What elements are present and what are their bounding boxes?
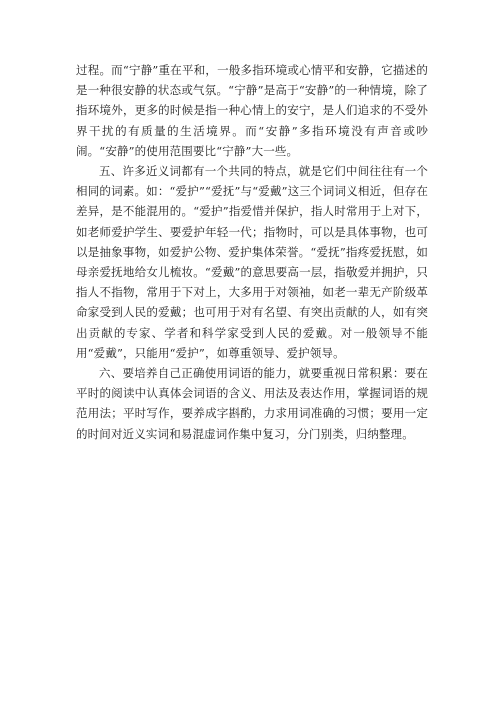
paragraph-five-synonyms-morpheme: 五、许多近义词都有一个共同的特点，就是它们中间往往有一个相同的词素。如：“爱护”“爱抚”与“爱戴”这三个词词义相近，但存在差异，是不能混用的。“爱护”指爱惜并保护，指人时常用于上对下，如老师爱护学生、要爱护年轻一代；指物时，可以是具体事物，也可以是抽象事物，如爱护公物、爱护集体荣誉。“爱抚”指疼爱抚慰，如母亲爱抚地给女儿梳妆。“爱戴”的意思要高一层，指敬爱并拥护，只指人不指物，常用于下对上，大多用于对领袖，如老一辈无产阶级革命家受到人民的爱戴；也可用于对有名望、有突出贡献的人，如有突出贡献的专家、学者和科学家受到人民的爱戴。对一般领导不能用“爱戴”，只能用“爱护”，如尊重领导、爱护领导。 [76, 164, 428, 360]
paragraph-six-word-usage-ability: 六、要培养自己正确使用词语的能力，就要重视日常积累：要在平时的阅读中认真体会词语的含义、用法及表达作用，掌握词语的规范用法；平时写作，要养成字斟酌，力求用词准确的习惯；要用一定的时间对近义实词和易混虚词作集中复习，分门别类，归纳整理。 [76, 366, 428, 441]
paragraph-continuation: 过程。而“宁静”重在平和，一般多指环境或心情平和安静，它描述的是一种很安静的状态或气氛。“宁静”是高于“安静”的一种情境，除了指环境外，更多的时候是指一种心情上的安宁，是人们追求的不受外界干扰的有质量的生活境界。而“安静”多指环境没有声音或吵闹。“安静”的使用范围要比“宁静”大一些。 [76, 63, 428, 158]
document-body [76, 60, 428, 444]
